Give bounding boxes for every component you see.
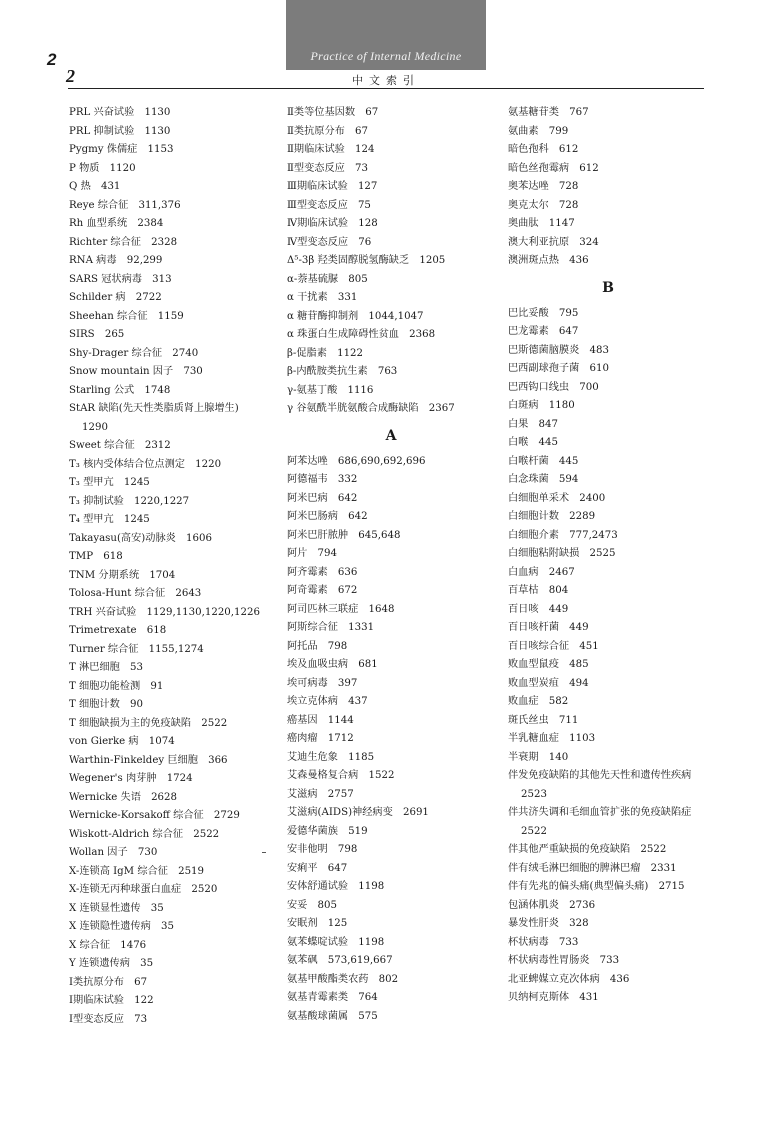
index-entry: 白细胞计数 2289 [508, 511, 596, 522]
header-rule [68, 88, 704, 89]
index-entry: T₄ 型甲亢 1245 [69, 514, 150, 525]
index-entry: Ⅰ类抗原分布 67 [69, 976, 148, 988]
index-entry: 阿米巴病 642 [287, 492, 358, 504]
index-entry: 阿奇霉素 672 [287, 585, 358, 596]
index-entry: Ⅱ期临床试验 124 [287, 144, 375, 155]
index-entry: 杯状病毒 733 [508, 936, 579, 948]
index-entry: 艾滋病(AIDS)神经病变 2691 [287, 807, 429, 818]
index-entry: 百草枯 804 [508, 585, 569, 596]
index-entry: 阿托品 798 [287, 640, 348, 652]
index-entry: 阿苯达唑 686,690,692,696 [287, 455, 426, 467]
index-entry: SARS 冠状病毒 313 [69, 273, 172, 285]
index-entry: Wollan 因子 730 [69, 847, 158, 858]
index-entry: 伴有先兆的偏头痛(典型偏头痛) 2715 [508, 881, 685, 892]
index-entry: 白细胞介素 777,2473 [508, 529, 618, 541]
index-entry: 暴发性肝炎 328 [508, 918, 589, 929]
index-entry: 白念珠菌 594 [508, 474, 579, 485]
index-entry: Sweet 综合征 2312 [69, 440, 171, 451]
index-entry: 阿斯综合征 1331 [287, 622, 375, 633]
index-entry: Takayasu(高安)动脉炎 1606 [69, 532, 212, 544]
index-entry: 白斑病 1180 [508, 400, 575, 411]
index-entry: Wiskott-Aldrich 综合征 2522 [69, 828, 220, 840]
index-entry: 氨基糖苷类 767 [508, 107, 589, 118]
index-entry: SIRS 265 [69, 329, 125, 340]
index-entry: 澳大利亚抗原 324 [508, 236, 599, 248]
index-entry: Ⅲ期临床试验 127 [287, 181, 378, 192]
index-entry: 奥曲肽 1147 [508, 218, 575, 229]
index-entry: 败血症 582 [508, 696, 569, 707]
index-entry: 白果 847 [508, 418, 559, 430]
index-entry: Ⅳ型变态反应 76 [287, 236, 372, 248]
index-entry: von Gierke 病 1074 [69, 736, 175, 747]
section-letter: B [602, 279, 614, 296]
index-entry: 奥苯达唑 728 [508, 181, 579, 192]
index-entry: Wernicke 失语 2628 [69, 791, 177, 803]
header-banner [286, 0, 486, 70]
index-entry: StAR 缺陷(先天性类脂质肾上腺增生) 1290 [69, 403, 249, 433]
index-entry: α-萘基硫脲 805 [287, 273, 368, 285]
index-entry: 败血型炭疽 494 [508, 677, 589, 689]
index-entry: 暗色孢科 612 [508, 144, 579, 155]
index-entry: 百日咳 449 [508, 603, 569, 615]
index-column-2 [287, 104, 495, 1026]
index-entry: α 糖苷酶抑制剂 1044,1047 [287, 310, 424, 322]
index-entry: 癌基因 1144 [287, 714, 354, 726]
index-entry: X-连锁高 IgM 综合征 2519 [69, 865, 205, 877]
index-entry: 埃可病毒 397 [287, 677, 358, 689]
index-entry: 氨曲素 799 [508, 125, 569, 137]
index-entry: 白喉杆菌 445 [508, 455, 579, 467]
index-entry: 伴共济失调和毛细血管扩张的免疫缺陷症 2522 [508, 807, 702, 837]
index-entry: Q 热 431 [69, 181, 121, 192]
index-entry: Trimetrexate 618 [69, 625, 167, 636]
index-entry: Ⅱ类抗原分布 67 [287, 125, 369, 137]
index-entry: α 珠蛋白生成障碍性贫血 2368 [287, 329, 436, 340]
index-entry: 巴西钩口线虫 700 [508, 381, 599, 393]
index-entry: 百日咳杆菌 449 [508, 622, 589, 633]
index-entry: 白喉 445 [508, 437, 559, 448]
index-entry: Sheehan 综合征 1159 [69, 310, 184, 322]
index-entry: 白细胞单采术 2400 [508, 492, 606, 504]
index-entry: 白细胞粘附缺损 2525 [508, 548, 616, 559]
index-entry: 安痢平 647 [287, 862, 348, 874]
index-entry: 癌肉瘤 1712 [287, 733, 354, 744]
index-entry: 氨苯砜 573,619,667 [287, 955, 393, 966]
index-entry: γ 谷氨酰半胱氨酸合成酶缺陷 2367 [287, 403, 455, 414]
index-entry: T 细胞功能检测 91 [69, 680, 164, 692]
index-entry: 北亚蜱媒立克次体病 436 [508, 973, 630, 985]
index-entry: 阿齐霉素 636 [287, 566, 358, 578]
index-entry: T₃ 抑制试验 1220,1227 [69, 495, 190, 507]
index-entry: TMP 618 [69, 551, 123, 562]
index-entry: 安非他明 798 [287, 844, 358, 855]
index-entry: 艾滋病 2757 [287, 788, 354, 800]
index-entry: Wegener's 肉芽肿 1724 [69, 773, 193, 784]
index-entry: 巴比妥酸 795 [508, 307, 579, 319]
index-entry: 伴发免疫缺陷的其他先天性和遗传性疾病 2523 [508, 770, 702, 800]
index-entry: 爱德华菌族 519 [287, 825, 368, 837]
index-entry: 澳洲斑点热 436 [508, 255, 589, 266]
index-entry: Rh 血型系统 2384 [69, 218, 164, 229]
index-entry: Y 连锁遗传病 35 [69, 958, 154, 969]
index-entry: α 干扰素 331 [287, 292, 358, 303]
index-entry: Snow mountain 因子 730 [69, 366, 203, 377]
index-entry: Turner 综合征 1155,1274 [69, 643, 204, 655]
index-entry: 阿片 794 [287, 548, 338, 559]
page-number: 2 [66, 66, 75, 86]
index-entry: 阿米巴肝脓肿 645,648 [287, 529, 401, 541]
index-entry: Reye 综合征 311,376 [69, 199, 181, 211]
index-entry: β-促脂素 1122 [287, 347, 364, 359]
index-entry: 巴斯德菌脑膜炎 483 [508, 344, 609, 356]
index-entry: RNA 病毒 92,299 [69, 255, 163, 266]
index-entry: X-连锁无丙种球蛋白血症 2520 [69, 884, 218, 895]
index-entry: Wernicke-Korsakoff 综合征 2729 [69, 810, 240, 821]
index-entry: 贝纳柯克斯体 431 [508, 992, 599, 1003]
index-entry: 埃及血吸虫病 681 [287, 659, 378, 670]
index-entry: 氨基青霉素类 764 [287, 992, 378, 1003]
index-entry: 埃立克体病 437 [287, 696, 368, 707]
index-entry: β-内酰胺类抗生素 763 [287, 366, 398, 377]
index-entry: P 物质 1120 [69, 162, 136, 174]
index-entry: T 细胞计数 90 [69, 699, 143, 710]
index-entry: X 综合征 1476 [69, 939, 147, 951]
stray-mark [262, 852, 266, 853]
index-entry: 安眠剂 125 [287, 918, 348, 929]
index-entry: Ⅰ型变态反应 73 [69, 1013, 148, 1025]
index-entry: 安体舒通试验 1198 [287, 881, 385, 892]
index-column-1 [69, 104, 274, 1029]
index-label: 中文索引 [352, 74, 420, 87]
index-entry: 败血型鼠疫 485 [508, 659, 589, 670]
page-number-outer: 2 [47, 50, 57, 69]
index-entry: Warthin-Finkeldey 巨细胞 366 [69, 754, 228, 766]
index-entry: 艾迪生危象 1185 [287, 751, 375, 763]
index-entry: 暗色丝孢霉病 612 [508, 162, 599, 174]
index-entry: 伴有绒毛淋巴细胞的脾淋巴瘤 2331 [508, 862, 677, 874]
index-entry: Ⅳ期临床试验 128 [287, 218, 378, 229]
index-entry: T 淋巴细胞 53 [69, 662, 143, 673]
index-entry: 半乳糖血症 1103 [508, 733, 596, 744]
index-entry: Δ⁵-3β 羟类固醇脱氢酶缺乏 1205 [287, 255, 446, 266]
index-entry: Schilder 病 2722 [69, 292, 162, 303]
index-entry: 奥克太尔 728 [508, 199, 579, 211]
index-entry: 阿德福韦 332 [287, 474, 358, 485]
index-entry: 巴龙霉素 647 [508, 326, 579, 337]
index-entry: 阿米巴肠病 642 [287, 511, 368, 522]
index-entry: 斑氏丝虫 711 [508, 714, 579, 726]
banner-title: Practice of Internal Medicine [310, 49, 462, 63]
index-entry: γ-氨基丁酸 1116 [287, 384, 374, 396]
index-entry: 包涵体肌炎 2736 [508, 899, 596, 911]
index-entry: Ⅱ型变态反应 73 [287, 162, 369, 174]
index-entry: X 连锁显性遗传 35 [69, 902, 164, 914]
index-entry: T 细胞缺损为主的免疫缺陷 2522 [69, 717, 228, 729]
index-entry: Ⅲ型变态反应 75 [287, 199, 371, 211]
index-entry: 氨苯蝶啶试验 1198 [287, 936, 385, 948]
index-entry: 百日咳综合征 451 [508, 640, 599, 652]
index-entry: 巴西副球孢子菌 610 [508, 363, 609, 374]
index-entry: Tolosa-Hunt 综合征 2643 [69, 588, 202, 599]
index-entry: X 连锁隐性遗传病 35 [69, 921, 174, 932]
index-entry: Shy-Drager 综合征 2740 [69, 347, 199, 359]
index-entry: 伴其他严重缺损的免疫缺陷 2522 [508, 844, 667, 855]
index-entry: Ⅰ期临床试验 122 [69, 995, 154, 1006]
index-entry: Starling 公式 1748 [69, 384, 171, 396]
index-entry: 艾森曼格复合病 1522 [287, 770, 395, 781]
index-entry: 安妥 805 [287, 899, 338, 911]
index-entry: TNM 分期系统 1704 [69, 569, 176, 581]
index-entry: 氨基酸球菌属 575 [287, 1010, 378, 1022]
index-entry: 半衰期 140 [508, 751, 569, 763]
index-entry: T₃ 核内受体结合位点测定 1220 [69, 458, 222, 470]
index-entry: PRL 抑制试验 1130 [69, 125, 171, 137]
index-entry: 白血病 2467 [508, 566, 575, 578]
index-entry: TRH 兴奋试验 1129,1130,1220,1226 [69, 606, 260, 618]
index-entry: Richter 综合征 2328 [69, 236, 178, 248]
index-entry: 杯状病毒性胃肠炎 733 [508, 955, 620, 966]
index-entry: PRL 兴奋试验 1130 [69, 107, 171, 118]
index-column-3 [508, 104, 708, 1008]
index-entry: T₃ 型甲亢 1245 [69, 477, 150, 488]
index-entry: Ⅱ类等位基因数 67 [287, 107, 379, 118]
index-entry: Pygmy 侏儒症 1153 [69, 144, 174, 155]
index-entry: 阿司匹林三联症 1648 [287, 603, 395, 615]
index-entry: 氨基甲酸酯类农药 802 [287, 973, 399, 985]
section-letter: A [385, 427, 397, 444]
